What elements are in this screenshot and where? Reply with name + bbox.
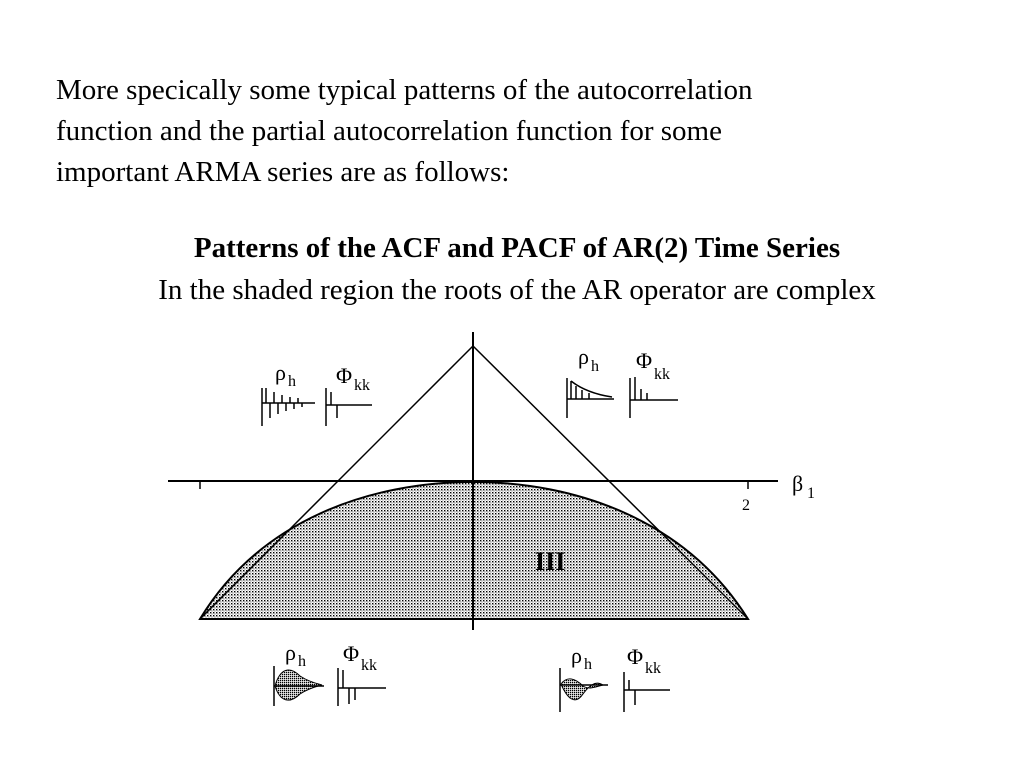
acf-symbol: ρ bbox=[578, 344, 589, 369]
intro-line: More specically some typical patterns of the autocorrelation bbox=[56, 74, 753, 106]
acf-symbol: ρ bbox=[571, 643, 582, 668]
pacf-subscript: kk bbox=[354, 377, 370, 394]
axis-label-subscript: 1 bbox=[807, 485, 815, 502]
pacf-symbol: Φ bbox=[636, 348, 653, 373]
tick-label: 2 bbox=[742, 497, 750, 514]
acf-subscript: h bbox=[591, 358, 599, 375]
acf-symbol: ρ bbox=[275, 360, 286, 385]
acf-plot bbox=[274, 666, 324, 706]
acf-subscript: h bbox=[584, 656, 592, 673]
pacf-symbol: Φ bbox=[343, 641, 360, 666]
acf-symbol: ρ bbox=[285, 640, 296, 665]
pacf-plot bbox=[630, 377, 678, 418]
figure-heading: Patterns of the ACF and PACF of AR(2) Time Series bbox=[193, 232, 841, 264]
acf-plot bbox=[560, 668, 608, 712]
region-label: III bbox=[535, 547, 566, 576]
axis-label-symbol: β bbox=[792, 471, 804, 496]
pacf-symbol: Φ bbox=[336, 363, 353, 388]
acf-plot bbox=[567, 378, 614, 418]
acf-subscript: h bbox=[298, 653, 306, 670]
pacf-plot bbox=[624, 672, 670, 712]
intro-line: important ARMA series are as follows: bbox=[56, 156, 510, 188]
quadrant-top-left bbox=[262, 360, 372, 426]
pacf-symbol: Φ bbox=[627, 644, 644, 669]
quadrant-bottom-left bbox=[274, 640, 386, 706]
acf-subscript: h bbox=[288, 373, 296, 390]
quadrant-top-right bbox=[567, 344, 678, 418]
pacf-subscript: kk bbox=[645, 660, 661, 677]
intro-line: function and the partial autocorrelation function for some bbox=[56, 115, 722, 147]
quadrant-bottom-right bbox=[560, 643, 670, 712]
figure-subheading: In the shaded region the roots of the AR operator are complex bbox=[158, 274, 876, 306]
pacf-subscript: kk bbox=[361, 657, 377, 674]
acf-plot bbox=[262, 388, 315, 426]
pacf-subscript: kk bbox=[654, 366, 670, 383]
